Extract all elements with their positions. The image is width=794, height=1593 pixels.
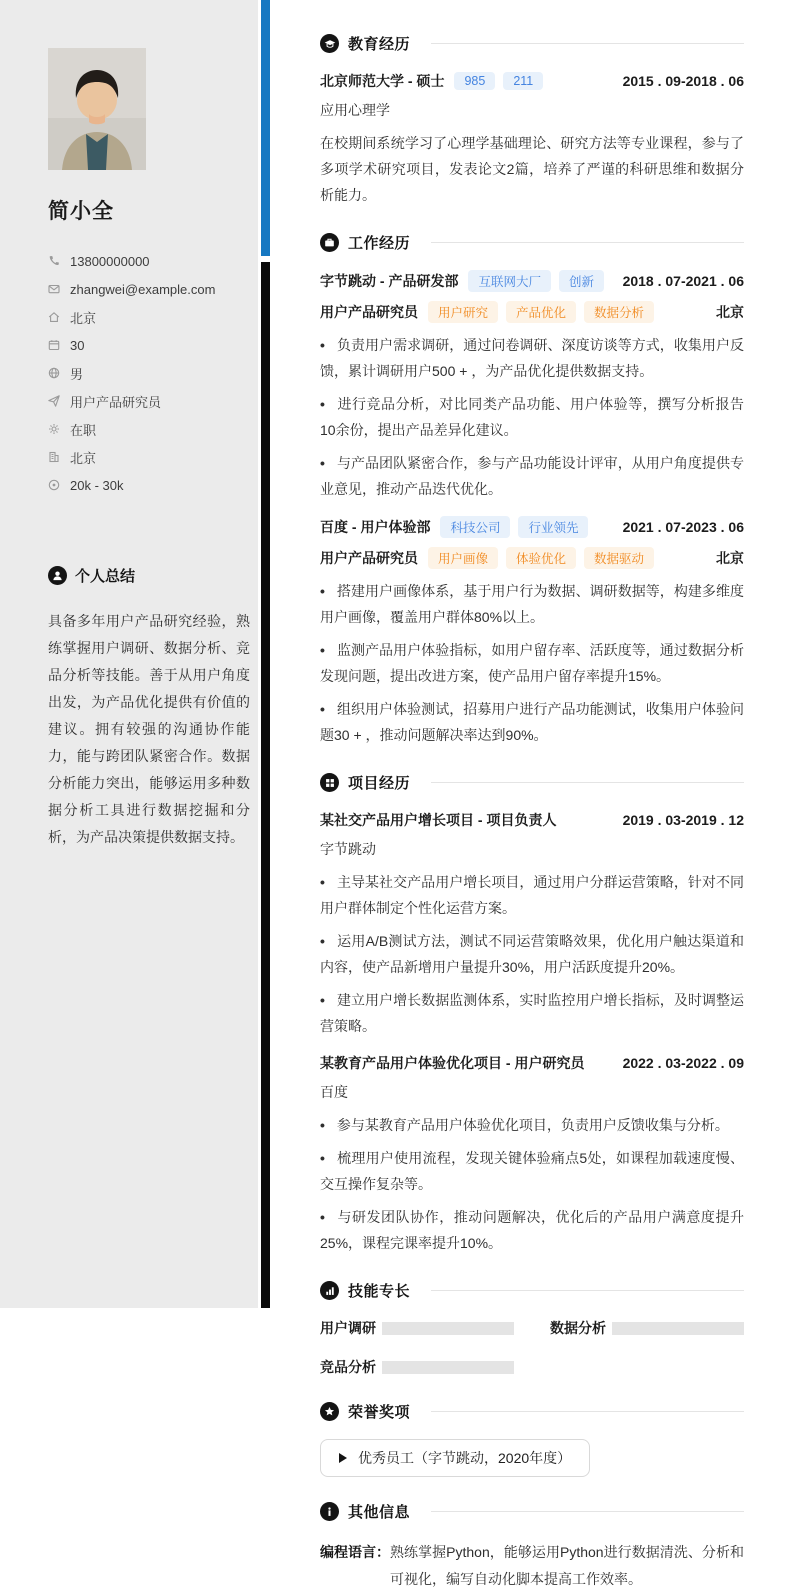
work-bullet: • 组织用户体验测试，招募用户进行产品功能测试，收集用户体验问题30 + ，推动问题解决率达到90%。 bbox=[320, 696, 744, 748]
school-tag: 985 bbox=[454, 72, 495, 90]
accent-rail-black bbox=[261, 262, 270, 1308]
section-education bbox=[320, 33, 744, 208]
contact-position: 用户产品研究员 bbox=[48, 387, 248, 415]
skill-bar bbox=[382, 1361, 514, 1374]
school-tag: 211 bbox=[503, 72, 543, 90]
skill-item bbox=[320, 1318, 514, 1338]
work-bullet: • 搭建用户画像体系，基于用户行为数据、调研数据等，构建多维度用户画像，覆盖用户群体80%以上。 bbox=[320, 578, 744, 630]
sidebar bbox=[0, 0, 258, 1308]
work-item-subheader bbox=[320, 547, 744, 569]
work-location: 北京 bbox=[716, 304, 744, 320]
summary-text: 具备多年用户产品研究经验，熟练掌握用户调研、数据分析、竞品分析等技能。善于从用户角度出发，为产品优化提供有价值的建议。拥有较强的沟通协作能力，能与跨团队紧密合作。数据分析能力突出，能够运用多种数据分析工具进行数据挖掘和分析，为产品决策提供数据支持。 bbox=[48, 613, 250, 845]
project-bullet: • 建立用户增长数据监测体系，实时监控用户增长指标，及时调整运营策略。 bbox=[320, 987, 744, 1039]
work-date: 2018 . 07-2021 . 06 bbox=[622, 273, 744, 289]
contact-status: 在职 bbox=[48, 415, 248, 443]
graduation-cap-icon bbox=[320, 34, 339, 53]
work-bullet: • 与产品团队紧密合作，参与产品功能设计评审，从用户角度提供专业意见，推动产品迭代优化。 bbox=[320, 450, 744, 502]
project-item-header bbox=[320, 810, 744, 830]
other-label: 编程语言： bbox=[320, 1544, 390, 1560]
salary-icon bbox=[48, 479, 70, 491]
contact-phone: 13800000000 bbox=[48, 247, 248, 275]
skill-name: 用户调研 bbox=[320, 1320, 376, 1336]
triangle-icon bbox=[339, 1453, 347, 1463]
project-item bbox=[320, 1053, 744, 1256]
project-name: 某社交产品用户增长项目 - 项目负责人 bbox=[320, 812, 557, 828]
section-divider bbox=[431, 1290, 744, 1291]
work-item-header bbox=[320, 516, 744, 538]
skill-grid bbox=[320, 1318, 744, 1377]
work-date: 2021 . 07-2023 . 06 bbox=[622, 519, 744, 535]
company-name: 百度 - 用户体验部 bbox=[320, 519, 431, 535]
section-divider bbox=[431, 782, 744, 783]
education-header: 教育经历 bbox=[320, 33, 744, 54]
project-bullet: • 梳理用户使用流程，发现关键体验痛点5处，如课程加载速度慢、交互操作复杂等。 bbox=[320, 1145, 744, 1197]
summary-header bbox=[48, 565, 248, 586]
work-bullets bbox=[320, 578, 744, 748]
candidate-name: 简小全 bbox=[48, 200, 114, 223]
calendar-icon bbox=[48, 339, 70, 351]
info-icon bbox=[320, 1502, 339, 1521]
contact-list bbox=[48, 247, 248, 499]
honor-text: 优秀员工（字节跳动，2020年度） bbox=[358, 1450, 572, 1466]
project-org: 字节跳动 bbox=[320, 841, 376, 857]
accent-rail-blue bbox=[261, 0, 270, 256]
project-name: 某教育产品用户体验优化项目 - 用户研究员 bbox=[320, 1055, 585, 1071]
education-description: 在校期间系统学习了心理学基础理论、研究方法等专业课程，参与了多项学术研究项目，发表论文2篇，培养了严谨的科研思维和数据分析能力。 bbox=[320, 135, 744, 203]
work-bullet: • 监测产品用户体验指标，如用户留存率、活跃度等，通过数据分析发现问题，提出改进方案，使产品用户留存率提升15%。 bbox=[320, 637, 744, 689]
honor-item[interactable] bbox=[320, 1439, 590, 1477]
projects-header: 项目经历 bbox=[320, 772, 744, 793]
role-title: 用户产品研究员 bbox=[320, 304, 418, 320]
education-item-header bbox=[320, 71, 744, 91]
education-date: 2015 . 09-2018 . 06 bbox=[622, 73, 744, 89]
role-tag: 数据驱动 bbox=[584, 547, 654, 569]
honors-header: 荣誉奖项 bbox=[320, 1401, 744, 1422]
building-icon bbox=[48, 451, 70, 463]
person-icon bbox=[48, 566, 67, 585]
skill-name: 竞品分析 bbox=[320, 1359, 376, 1375]
skills-header: 技能专长 bbox=[320, 1280, 744, 1301]
skill-bar bbox=[382, 1322, 514, 1335]
project-item-header bbox=[320, 1053, 744, 1073]
project-date: 2019 . 03-2019 . 12 bbox=[622, 812, 744, 828]
grid-icon bbox=[320, 773, 339, 792]
work-item bbox=[320, 270, 744, 502]
role-tag: 用户画像 bbox=[428, 547, 498, 569]
mail-icon bbox=[48, 283, 70, 295]
role-tag: 数据分析 bbox=[584, 301, 654, 323]
project-bullets bbox=[320, 869, 744, 1039]
send-icon bbox=[48, 395, 70, 407]
other-header: 其他信息 bbox=[320, 1501, 744, 1522]
role-tag: 体验优化 bbox=[506, 547, 576, 569]
project-bullet: • 与研发团队协作，推动问题解决，优化后的产品用户满意度提升25%，课程完课率提升10%。 bbox=[320, 1204, 744, 1256]
section-skills bbox=[320, 1280, 744, 1377]
portrait-illustration bbox=[48, 48, 146, 170]
skill-name: 数据分析 bbox=[550, 1320, 606, 1336]
contact-gender: 男 bbox=[48, 359, 248, 387]
chart-icon bbox=[320, 1281, 339, 1300]
globe-icon bbox=[48, 367, 70, 379]
work-item bbox=[320, 516, 744, 748]
skill-item bbox=[320, 1357, 514, 1377]
skill-bar bbox=[612, 1322, 744, 1335]
project-item bbox=[320, 810, 744, 1039]
section-honors bbox=[320, 1401, 744, 1477]
project-bullet: • 主导某社交产品用户增长项目，通过用户分群运营策略，针对不同用户群体制定个性化运营方案。 bbox=[320, 869, 744, 921]
company-name: 字节跳动 - 产品研发部 bbox=[320, 273, 459, 289]
accent-rail bbox=[258, 0, 270, 1308]
major: 应用心理学 bbox=[320, 102, 390, 118]
school-name: 北京师范大学 - 硕士 bbox=[320, 73, 445, 89]
project-bullet: • 参与某教育产品用户体验优化项目，负责用户反馈收集与分析。 bbox=[320, 1112, 744, 1138]
section-divider bbox=[431, 1511, 744, 1512]
skill-item bbox=[550, 1318, 744, 1338]
project-bullet: • 运用A/B测试方法，测试不同运营策略效果，优化用户触达渠道和内容，使产品新增用户量提升30%，用户活跃度提升20%。 bbox=[320, 928, 744, 980]
contact-salary: 20k - 30k bbox=[48, 471, 248, 499]
work-location: 北京 bbox=[716, 550, 744, 566]
work-bullet: • 进行竞品分析，对比同类产品功能、用户体验等，撰写分析报告10余份，提出产品差异化建议。 bbox=[320, 391, 744, 443]
company-tag: 互联网大厂 bbox=[468, 270, 551, 292]
company-tag: 行业领先 bbox=[518, 516, 588, 538]
gear-icon bbox=[48, 423, 70, 435]
section-other bbox=[320, 1501, 744, 1593]
work-bullet: • 负责用户需求调研，通过问卷调研、深度访谈等方式，收集用户反馈，累计调研用户500 + ，为产品优化提供数据支持。 bbox=[320, 332, 744, 384]
other-item bbox=[320, 1539, 744, 1593]
role-tag: 用户研究 bbox=[428, 301, 498, 323]
resume-main bbox=[270, 0, 794, 1587]
summary-title: 个人总结 bbox=[75, 568, 136, 585]
work-item-subheader bbox=[320, 301, 744, 323]
contact-email: zhangwei@example.com bbox=[48, 275, 248, 303]
work-item-header bbox=[320, 270, 744, 292]
section-divider bbox=[431, 43, 744, 44]
work-header: 工作经历 bbox=[320, 232, 744, 253]
role-tag: 产品优化 bbox=[506, 301, 576, 323]
profile-photo bbox=[48, 48, 146, 170]
section-work bbox=[320, 232, 744, 748]
phone-icon bbox=[48, 255, 70, 267]
project-date: 2022 . 03-2022 . 09 bbox=[622, 1055, 744, 1071]
briefcase-icon bbox=[320, 233, 339, 252]
role-title: 用户产品研究员 bbox=[320, 550, 418, 566]
company-tag: 创新 bbox=[559, 270, 604, 292]
project-bullets bbox=[320, 1112, 744, 1256]
home-icon bbox=[48, 311, 70, 323]
section-divider bbox=[431, 1411, 744, 1412]
work-bullets bbox=[320, 332, 744, 502]
contact-home: 北京 bbox=[48, 303, 248, 331]
project-org: 百度 bbox=[320, 1084, 348, 1100]
contact-age: 30 bbox=[48, 331, 248, 359]
medal-icon bbox=[320, 1402, 339, 1421]
company-tag: 科技公司 bbox=[440, 516, 510, 538]
section-divider bbox=[431, 242, 744, 243]
other-text: 熟练掌握Python，能够运用Python进行数据清洗、分析和可视化，编写自动化脚本提高工作效率。 bbox=[390, 1544, 744, 1587]
contact-city: 北京 bbox=[48, 443, 248, 471]
section-projects bbox=[320, 772, 744, 1256]
